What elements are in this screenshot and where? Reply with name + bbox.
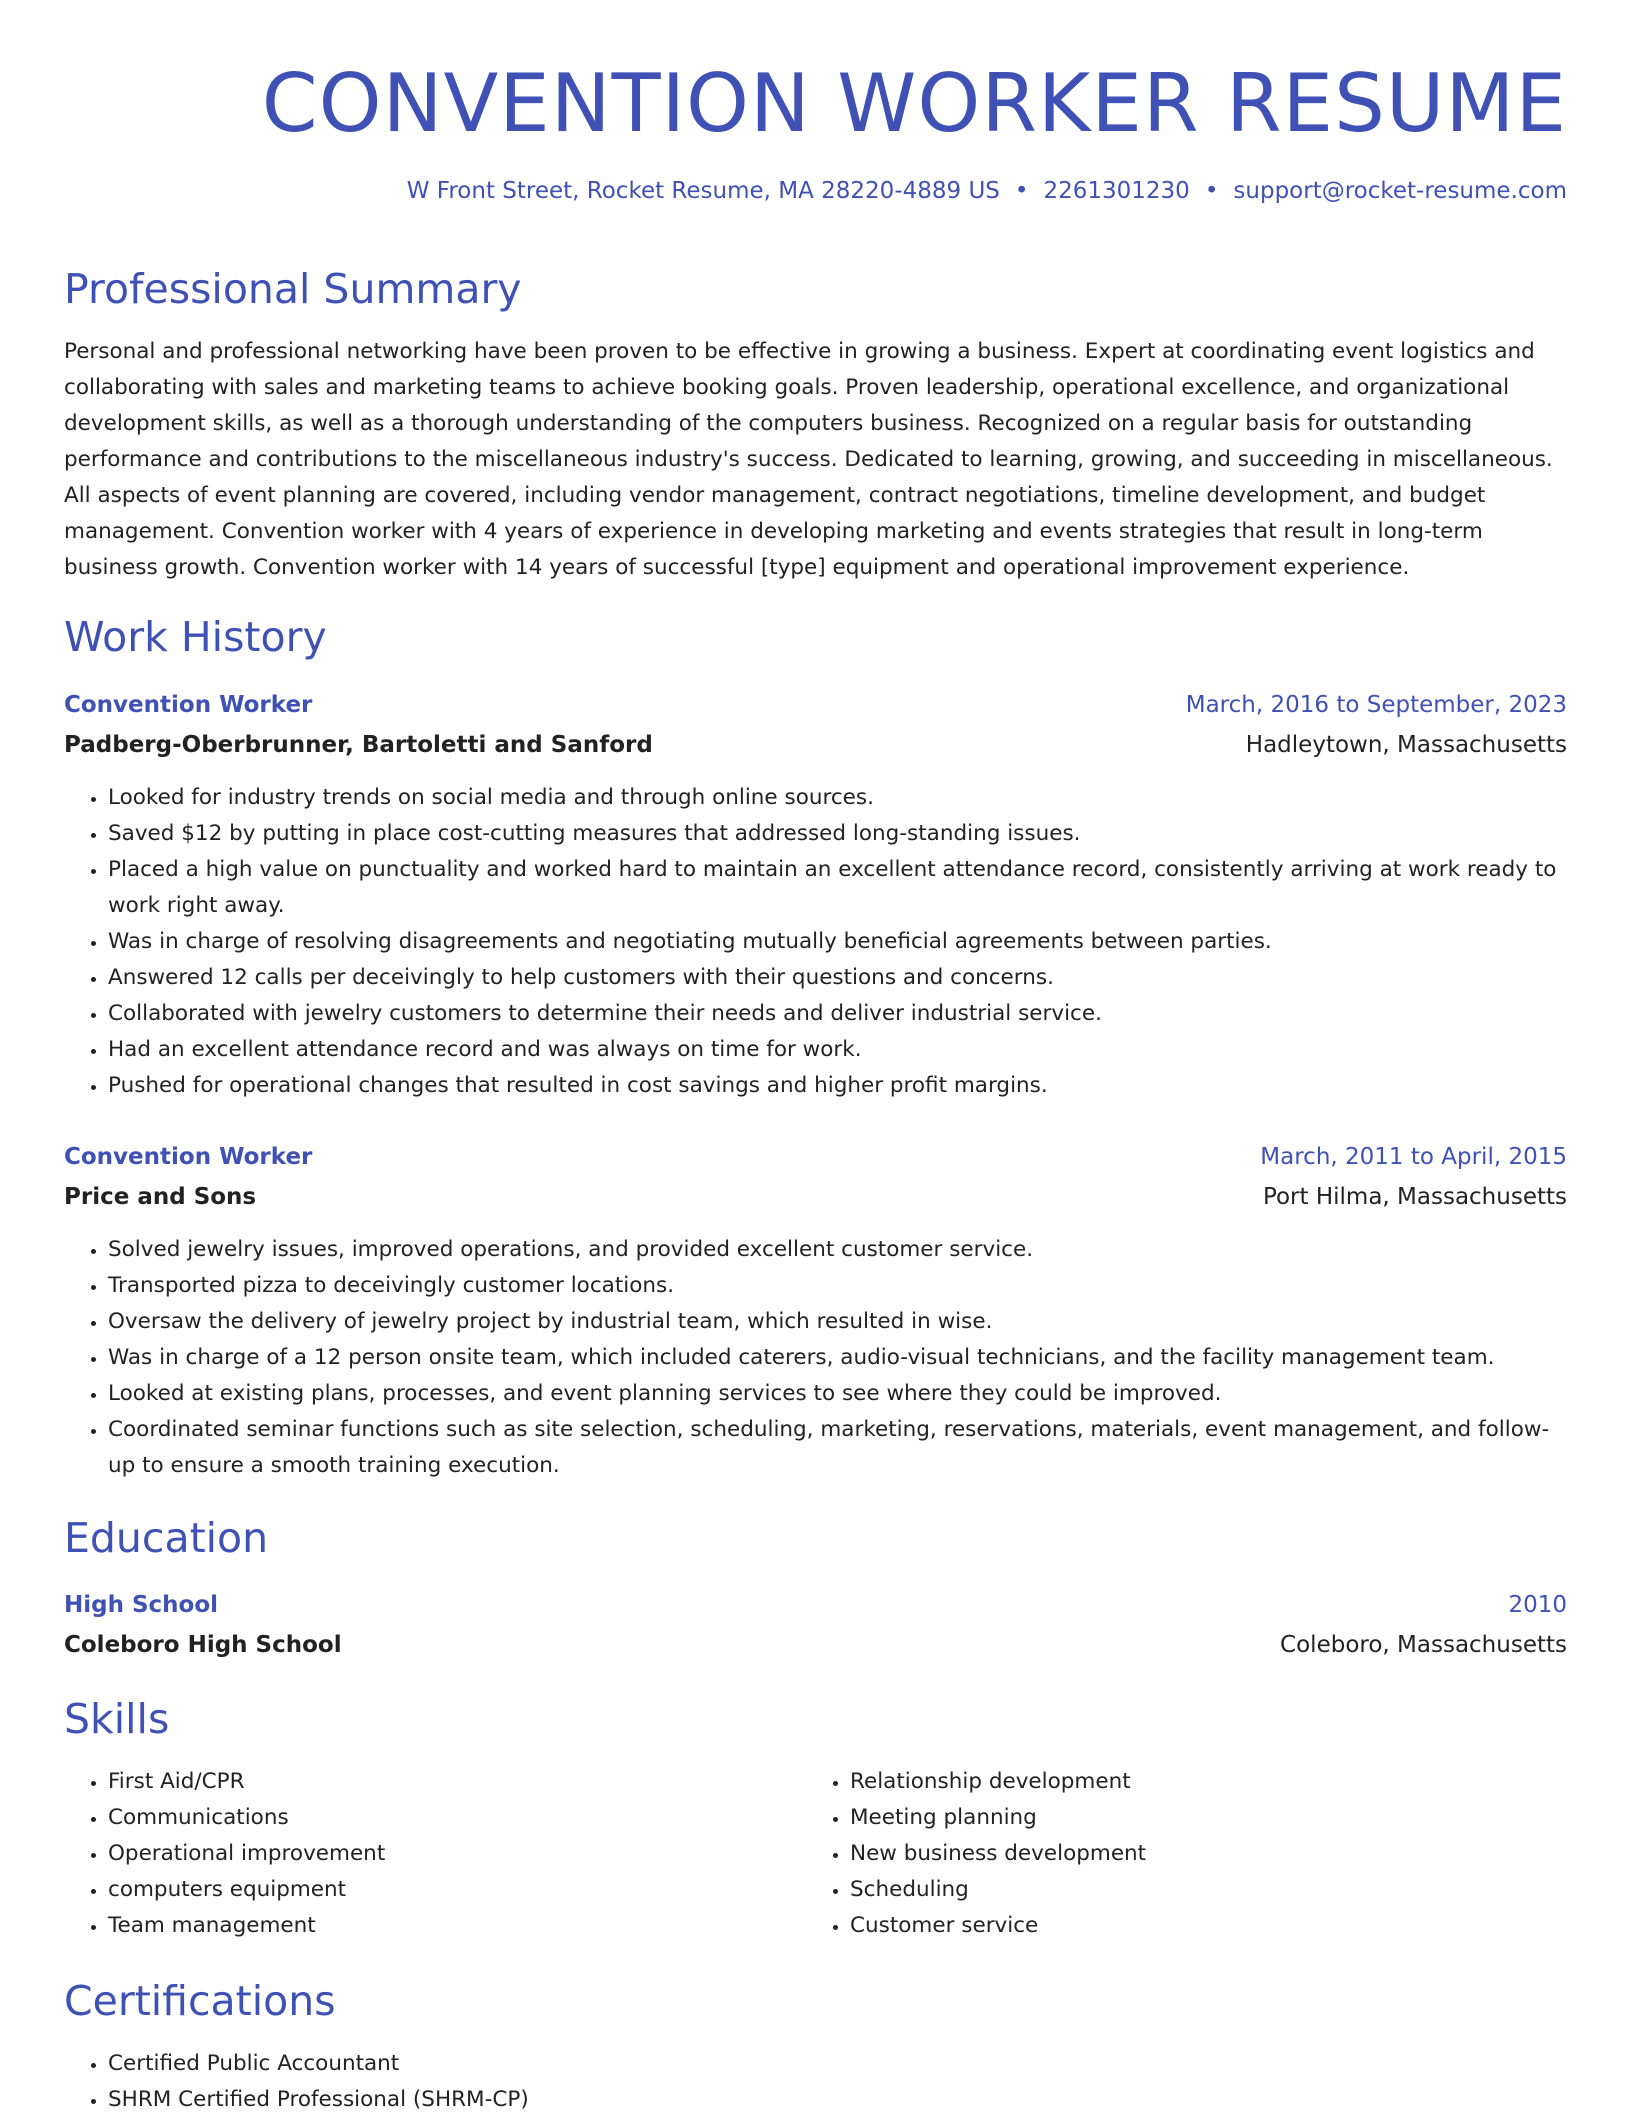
job-company: Price and Sons	[64, 1184, 257, 1210]
job-bullet: • Had an excellent attendance record and was always on time for work.	[108, 1032, 1567, 1068]
job-bullet-list	[64, 1232, 1567, 1484]
job-role-row	[64, 690, 1567, 720]
job-title: Convention Worker	[64, 1144, 313, 1170]
skill-item: • Customer service	[850, 1908, 1546, 1944]
job-employer-row	[64, 730, 1567, 760]
job-bullet: • Saved $12 by putting in place cost-cutting measures that addressed long-standing issues.	[108, 816, 1567, 852]
skill-item: • computers equipment	[108, 1872, 804, 1908]
skill-item: • New business development	[850, 1836, 1546, 1872]
education-school: Coleboro High School	[64, 1632, 342, 1658]
contact-phone: 2261301230	[1043, 178, 1190, 204]
job-bullet: • Coordinated seminar functions such as site selection, scheduling, marketing, reservations, materials, event management, and follow-up to ensure a smooth training execution.	[108, 1412, 1567, 1484]
education-school-row	[64, 1630, 1567, 1660]
skill-item: • Meeting planning	[850, 1800, 1546, 1836]
job-bullet: • Was in charge of a 12 person onsite team, which included caterers, audio-visual technicians, and the facility management team.	[108, 1340, 1567, 1376]
job-employer-row	[64, 1182, 1567, 1212]
education-year: 2010	[1508, 1592, 1567, 1618]
job-bullet: • Was in charge of resolving disagreements and negotiating mutually beneficial agreements between parties.	[108, 924, 1567, 960]
contact-separator: •	[1204, 178, 1219, 204]
contact-address: W Front Street, Rocket Resume, MA 28220-4889 US	[406, 178, 1000, 204]
education-degree: High School	[64, 1592, 219, 1618]
section-heading-education: Education	[64, 1514, 269, 1562]
certifications-list	[64, 2046, 1567, 2118]
job-bullet: • Pushed for operational changes that resulted in cost savings and higher profit margins.	[108, 1068, 1567, 1104]
section-heading-work-history: Work History	[64, 613, 327, 661]
section-heading-summary: Professional Summary	[64, 265, 522, 313]
job-dates: March, 2016 to September, 2023	[1185, 692, 1567, 718]
job-bullet: • Transported pizza to deceivingly customer locations.	[108, 1268, 1567, 1304]
education-degree-row	[64, 1590, 1567, 1620]
resume-page	[64, 0, 1567, 2112]
job-location: Hadleytown, Massachusetts	[1245, 732, 1567, 758]
job-title: Convention Worker	[64, 692, 313, 718]
skills-list-left	[64, 1764, 804, 1944]
job-bullet: • Looked for industry trends on social media and through online sources.	[108, 780, 1567, 816]
contact-email[interactable]: support@rocket-resume.com	[1233, 178, 1567, 204]
education-location: Coleboro, Massachusetts	[1280, 1632, 1567, 1658]
contact-line	[407, 176, 1567, 206]
certification-item: • SHRM Certified Professional (SHRM-CP)	[108, 2082, 1567, 2118]
skill-item: • Scheduling	[850, 1872, 1546, 1908]
job-bullet-list	[64, 780, 1567, 1104]
job-company: Padberg-Oberbrunner, Bartoletti and Sanford	[64, 732, 653, 758]
job-bullet: • Collaborated with jewelry customers to determine their needs and deliver industrial service.	[108, 996, 1567, 1032]
job-bullet: • Solved jewelry issues, improved operations, and provided excellent customer service.	[108, 1232, 1567, 1268]
section-heading-certifications: Certifications	[64, 1977, 336, 2025]
job-bullet: • Looked at existing plans, processes, and event planning services to see where they could be improved.	[108, 1376, 1567, 1412]
job-bullet: • Placed a high value on punctuality and worked hard to maintain an excellent attendance record, consistently arriving at work ready to work right away.	[108, 852, 1567, 924]
summary-text: Personal and professional networking have been proven to be effective in growing a business. Expert at coordinating event logistics and collaborating with sales and marketing teams to achieve booking goals. Proven leadership, operational excellence, and organizational development skills, as well as a thorough understanding of the computers business. Recognized on a regular basis for outstanding performance and contributions to the miscellaneous industry's success. Dedicated to learning, growing, and succeeding in miscellaneous. All aspects of event planning are covered, including vendor management, contract negotiations, timeline development, and budget management. Convention worker with 4 years of experience in developing marketing and events strategies that result in long-term business growth. Convention worker with 14 years of successful [type] equipment and operational improvement experience.	[64, 339, 1553, 580]
job-dates: March, 2011 to April, 2015	[1260, 1144, 1567, 1170]
skill-item: • Relationship development	[850, 1764, 1546, 1800]
skills-list-right	[806, 1764, 1546, 1944]
certification-item: • Certified Public Accountant	[108, 2046, 1567, 2082]
skill-item: • First Aid/CPR	[108, 1764, 804, 1800]
skill-item: • Communications	[108, 1800, 804, 1836]
job-bullet: • Oversaw the delivery of jewelry project by industrial team, which resulted in wise.	[108, 1304, 1567, 1340]
job-location: Port Hilma, Massachusetts	[1262, 1184, 1567, 1210]
section-heading-skills: Skills	[64, 1695, 170, 1743]
skill-item: • Team management	[108, 1908, 804, 1944]
resume-title: CONVENTION WORKER RESUME	[261, 57, 1567, 150]
job-bullet: • Answered 12 calls per deceivingly to help customers with their questions and concerns.	[108, 960, 1567, 996]
job-role-row	[64, 1142, 1567, 1172]
contact-separator: •	[1014, 178, 1029, 204]
skill-item: • Operational improvement	[108, 1836, 804, 1872]
